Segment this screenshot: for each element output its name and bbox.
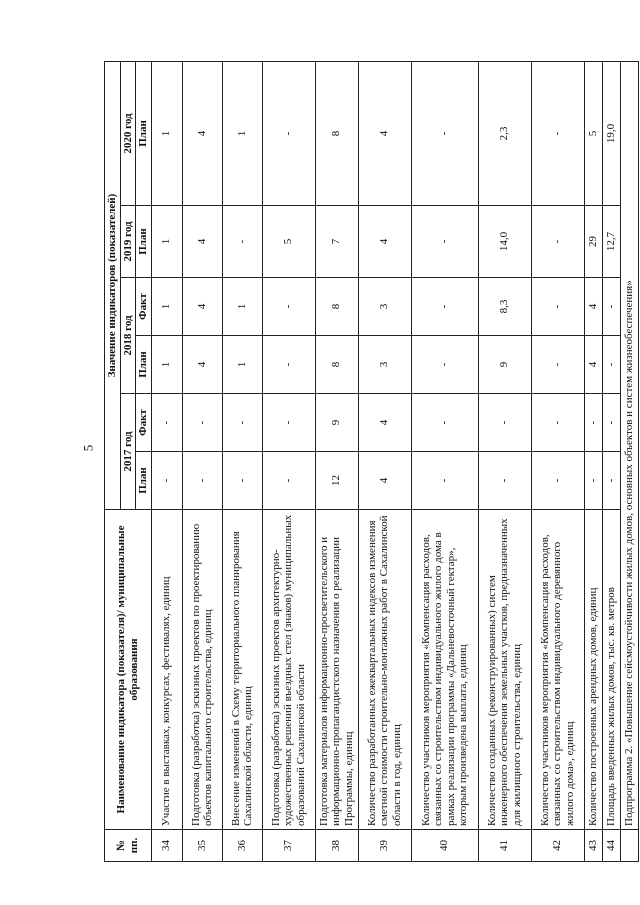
value-cell: 19,0 [602, 61, 620, 205]
value-cell: 4 [358, 394, 411, 452]
header-number: № пп. [105, 830, 152, 862]
value-cell: - [411, 394, 478, 452]
value-cell: - [411, 61, 478, 205]
value-cell: 29 [584, 206, 602, 278]
value-cell: 4 [584, 336, 602, 394]
indicator-name: Количество созданных (реконструированных) систем инженерного обеспечения земельных участков, предназначенных для жилищного строительства, единиц [478, 510, 531, 830]
indicator-table [104, 61, 639, 862]
page-number: 5 [80, 444, 96, 452]
header-plan: План [136, 452, 152, 510]
value-cell: - [151, 452, 182, 510]
value-cell: 1 [151, 206, 182, 278]
value-cell: - [602, 278, 620, 336]
table-row [222, 61, 262, 861]
value-cell: - [602, 452, 620, 510]
row-number: 44 [602, 830, 620, 862]
value-cell: - [584, 452, 602, 510]
value-cell: - [222, 394, 262, 452]
value-cell: 8,3 [478, 278, 531, 336]
header-indicator-name: Наименование индикатора (показателя)/ муниципальные образования [105, 510, 152, 830]
header-plan: План [136, 336, 152, 394]
value-cell: 8 [315, 278, 358, 336]
value-cell: - [151, 394, 182, 452]
row-number: 39 [358, 830, 411, 862]
row-number: 42 [531, 830, 584, 862]
value-cell: 4 [358, 61, 411, 205]
table-row [478, 61, 531, 861]
value-cell: - [222, 452, 262, 510]
header-plan: План [136, 206, 152, 278]
value-cell: - [531, 394, 584, 452]
table-row [358, 61, 411, 861]
indicator-name: Количество построенных арендных домов, единиц [584, 510, 602, 830]
row-number: 35 [182, 830, 222, 862]
value-cell: 8 [315, 336, 358, 394]
value-cell: - [531, 61, 584, 205]
indicator-name: Участие в выставках, конкурсах, фестивалях, единиц [151, 510, 182, 830]
value-cell: - [411, 452, 478, 510]
indicator-name: Количество участников мероприятия «Компенсация расходов, связанных со строительством индивидуального деревянного жилого дома», единиц [531, 510, 584, 830]
value-cell: 4 [182, 206, 222, 278]
value-cell: - [411, 336, 478, 394]
value-cell: - [262, 336, 315, 394]
header-fact: Факт [136, 394, 152, 452]
subprogram-title: Подпрограмма 2. «Повышение сейсмоустойчивости жилых домов, основных объектов и систем жизнеобеспечения» [620, 61, 638, 829]
value-cell: 1 [222, 336, 262, 394]
value-cell: 14,0 [478, 206, 531, 278]
value-cell: - [182, 394, 222, 452]
row-number: 34 [151, 830, 182, 862]
table-row [584, 61, 602, 861]
indicator-name: Количество участников мероприятия «Компенсация расходов, связанных со строительством индивидуального жилого дома в рамках реализации программы «Дальневосточный гектар», которым произведена выплата, единиц [411, 510, 478, 830]
subprogram-number-cell [620, 830, 638, 862]
value-cell: - [262, 452, 315, 510]
value-cell: 3 [358, 278, 411, 336]
value-cell: - [411, 278, 478, 336]
row-number: 41 [478, 830, 531, 862]
value-cell: 1 [222, 278, 262, 336]
value-cell: 5 [584, 61, 602, 205]
value-cell: 1 [151, 61, 182, 205]
header-year-2018: 2018 год [120, 278, 136, 394]
header-plan: План [136, 61, 152, 205]
value-cell: 4 [182, 336, 222, 394]
row-number: 38 [315, 830, 358, 862]
value-cell: 2,3 [478, 61, 531, 205]
value-cell: - [182, 452, 222, 510]
table-row [182, 61, 222, 861]
value-cell: - [531, 278, 584, 336]
value-cell: 9 [315, 394, 358, 452]
value-cell: 1 [151, 336, 182, 394]
header-year-2020: 2020 год [120, 61, 136, 205]
row-number: 36 [222, 830, 262, 862]
value-cell: 7 [315, 206, 358, 278]
value-cell: 4 [182, 278, 222, 336]
value-cell: - [478, 394, 531, 452]
value-cell: 4 [584, 278, 602, 336]
row-number: 37 [262, 830, 315, 862]
indicator-table-sheet [104, 62, 635, 862]
indicator-name: Количество разработанных ежеквартальных индексов изменения сметной стоимости строительно-монтажных работ в Сахалинской области в год, единиц [358, 510, 411, 830]
subprogram-row [620, 61, 638, 861]
value-cell: - [602, 336, 620, 394]
table-row [602, 61, 620, 861]
header-values-group: Значение индикаторов (показателей) [105, 61, 121, 509]
value-cell: - [262, 278, 315, 336]
value-cell: 4 [182, 61, 222, 205]
value-cell: 4 [358, 206, 411, 278]
value-cell: 4 [358, 452, 411, 510]
row-number: 43 [584, 830, 602, 862]
header-year-2019: 2019 год [120, 206, 136, 278]
indicator-name: Внесение изменений в Схему территориального планирования Сахалинской области, единиц [222, 510, 262, 830]
value-cell: 1 [222, 61, 262, 205]
value-cell: 1 [151, 278, 182, 336]
value-cell: - [531, 206, 584, 278]
header-year-2017: 2017 год [120, 394, 136, 510]
value-cell: 8 [315, 61, 358, 205]
value-cell: 12,7 [602, 206, 620, 278]
value-cell: - [262, 61, 315, 205]
value-cell: - [531, 452, 584, 510]
table-row [315, 61, 358, 861]
header-fact: Факт [136, 278, 152, 336]
table-row [262, 61, 315, 861]
value-cell: - [222, 206, 262, 278]
value-cell: 3 [358, 336, 411, 394]
value-cell: 5 [262, 206, 315, 278]
table-row [411, 61, 478, 861]
value-cell: - [262, 394, 315, 452]
value-cell: - [584, 394, 602, 452]
value-cell: - [478, 452, 531, 510]
indicator-name: Подготовка (разработка) эскизных проектов архитектурно-художественных решений въездных стел (знаков) муниципальных образований Сахалинской области [262, 510, 315, 830]
row-number: 40 [411, 830, 478, 862]
value-cell: - [602, 394, 620, 452]
value-cell: 9 [478, 336, 531, 394]
table-row [151, 61, 182, 861]
table-row [531, 61, 584, 861]
value-cell: 12 [315, 452, 358, 510]
value-cell: - [411, 206, 478, 278]
indicator-name: Подготовка материалов информационно-просветительского и информационно-пропагандистского назначения о реализации Программы, единиц [315, 510, 358, 830]
indicator-name: Площадь введенных жилых домов, тыс. кв. метров [602, 510, 620, 830]
value-cell: - [531, 336, 584, 394]
indicator-name: Подготовка (разработка) эскизных проектов по проектированию объектов капитального строительства, единиц [182, 510, 222, 830]
